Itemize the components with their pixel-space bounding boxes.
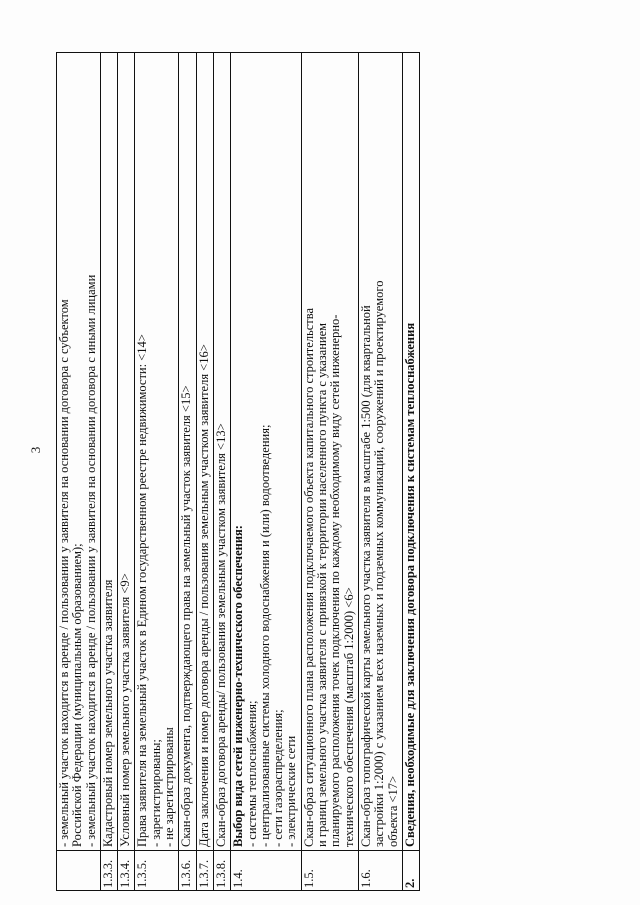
row-number: 1.6. (358, 851, 402, 891)
row-number: 2. (402, 851, 419, 891)
table-row (358, 53, 402, 891)
row-content (118, 53, 135, 851)
text-line: - централизованные системы холодного водоснабжения и (или) водоотведения; (257, 424, 272, 847)
row-number: 1.5. (301, 851, 358, 891)
row-content (135, 53, 179, 851)
text-line: Выбор вида сетей инженерно-технического обеспечения: (231, 525, 246, 847)
row-number: 1.3.4. (118, 851, 135, 891)
table-row (118, 53, 135, 891)
table-row (57, 53, 101, 891)
row-content (179, 53, 196, 851)
text-line: - земельный участок находится в аренде / пользовании у заявителя на основании договора с иными лицами (83, 274, 98, 847)
table-row (135, 53, 179, 891)
row-number: 1.3.5. (135, 851, 179, 891)
row-number: 1.4. (231, 851, 301, 891)
text-line: планируемого расположения точек подключения по каждому необходимому виду сетей инженерно- (328, 314, 343, 847)
table-row (402, 53, 419, 891)
text-line: Скан-образ топографической карты земельного участка заявителя в масштабе 1:500 (для квартальной (358, 305, 373, 847)
row-number: 1.3.6. (179, 851, 196, 891)
text-line: технического обеспечения (масштаб 1:2000) <6> (341, 587, 356, 847)
text-line: Скан-образ документа, подтверждающего права на земельный участок заявителя <15> (179, 385, 194, 847)
text-line: объекта <17> (385, 775, 400, 847)
text-line: - не зарегистрированы (162, 727, 177, 847)
text-line: застройки 1:2000) с указанием всех наземных и подземных коммуникаций, сооружений и проектируемого (372, 280, 387, 847)
table-row (196, 53, 213, 891)
row-content (301, 53, 358, 851)
text-line: Кадастровый номер земельного участка заявителя (100, 579, 115, 847)
text-line: Условный номер земельного участка заявителя <9> (118, 573, 133, 847)
text-line: Права заявителя на земельный участок в Едином государственном реестре недвижимости: <14> (135, 334, 150, 847)
row-number: 1.3.7. (196, 851, 213, 891)
row-number: 1.3.8. (213, 851, 230, 891)
text-line: - системы теплоснабжения; (244, 700, 259, 847)
row-number (57, 851, 101, 891)
table-row (213, 53, 230, 891)
text-line: Сведения, необходимые для заключения договора подключения к системам теплоснабжения (402, 322, 417, 847)
table-row (100, 53, 117, 891)
table-row (301, 53, 358, 891)
text-line: - земельный участок находится в аренде / пользовании у заявителя на основании договора с субъектом (57, 299, 71, 847)
table-row (179, 53, 196, 891)
row-content (196, 53, 213, 851)
text-line: и границ земельного участка заявителя с привязкой к территории населенного пункта с указанием (315, 322, 330, 847)
text-line: - зарегистрированы; (148, 739, 163, 847)
text-line: - электрические сети (284, 735, 299, 847)
form-table (56, 52, 420, 891)
row-content (402, 53, 419, 851)
text-line: Дата заключения и номер договора аренды / пользования земельным участком заявителя <16> (196, 344, 211, 847)
row-content (100, 53, 117, 851)
text-line: Российской Федерации (муниципальным образованием); (70, 543, 85, 847)
row-number: 1.3.3. (100, 851, 117, 891)
table-row (231, 53, 301, 891)
row-content (231, 53, 301, 851)
row-content (57, 53, 101, 851)
text-line: - сети газораспределения; (271, 709, 286, 847)
page-number: 3 (28, 446, 43, 454)
text-line: Скан-образ ситуационного плана расположения подключаемого объекта капитального строительства (301, 307, 316, 847)
text-line: Скан-образ договора аренды/ пользования земельным участком заявителя <13> (213, 423, 228, 847)
row-content (213, 53, 230, 851)
row-content (358, 53, 402, 851)
